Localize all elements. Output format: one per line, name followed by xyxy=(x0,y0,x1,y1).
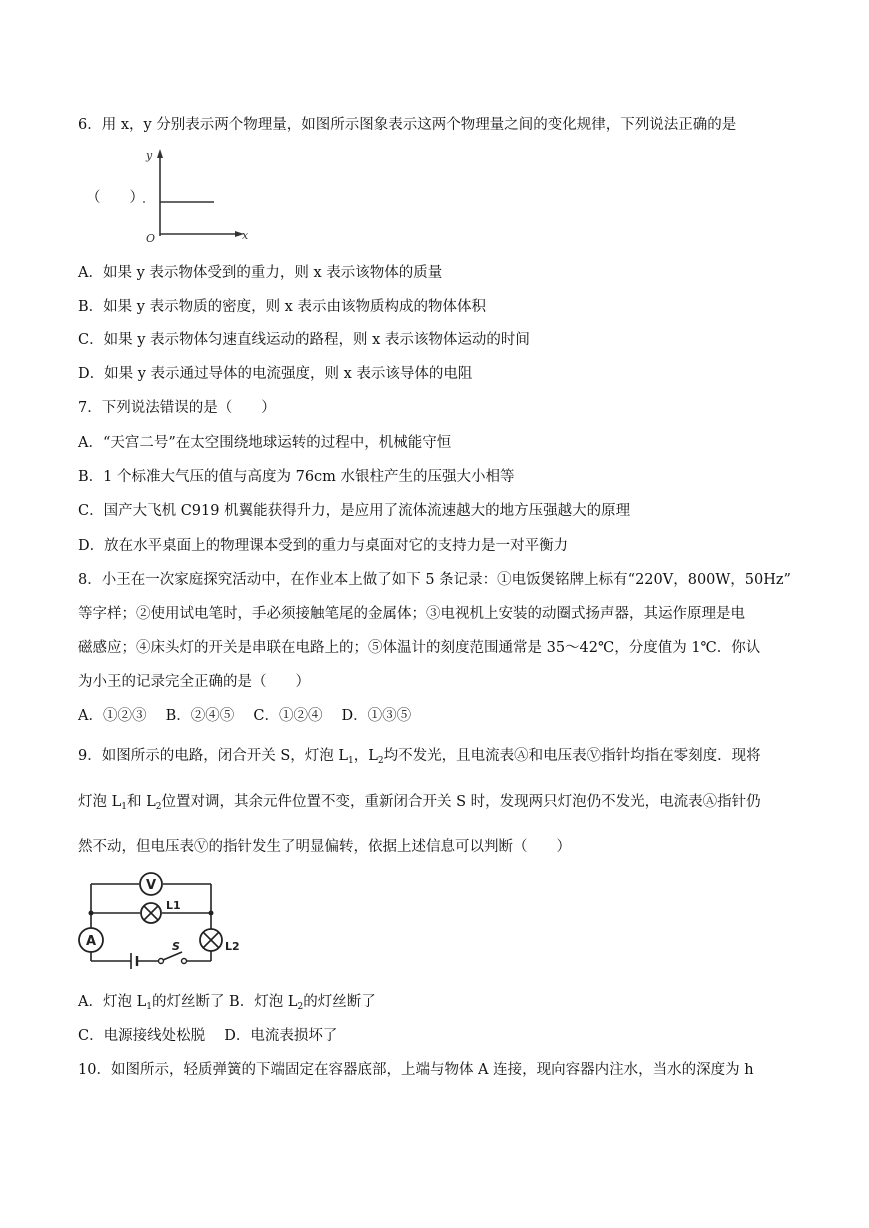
subscript-2: 2 xyxy=(297,1002,304,1012)
q9-option-cd: C．电源接线处松脱 D．电流表损坏了 xyxy=(78,1028,338,1044)
q9-optA-part-a: A．灯泡 L xyxy=(78,994,147,1010)
subscript-2: 2 xyxy=(377,756,384,766)
q10-stem: 10．如图所示，轻质弹簧的下端固定在容器底部，上端与物体 A 连接，现向容器内注水，当水的深度为 h xyxy=(78,1062,754,1078)
q6-stem: 6．用 x，y 分别表示两个物理量，如图所示图象表示这两个物理量之间的变化规律，下列说法正确的是 xyxy=(78,117,737,133)
lamp2-label: L2 xyxy=(225,940,240,953)
graph-x-label: x xyxy=(242,229,249,242)
q6-paren: （ ） xyxy=(86,190,144,206)
q9-line-2 xyxy=(78,790,761,811)
voltmeter-label: V xyxy=(145,878,157,893)
q9-line1-part-c: 均不发光，且电流表Ⓐ和电压表Ⓥ指针均指在零刻度．现将 xyxy=(383,748,761,764)
q8-options: A．①②③ B．②④⑤ C．①②④ D．①③⑤ xyxy=(78,708,412,724)
q7-option-b: B．1 个标准大气压的值与高度为 76cm 水银柱产生的压强大小相等 xyxy=(78,469,515,485)
switch-label: S xyxy=(172,940,180,953)
lamp1-label: L1 xyxy=(166,899,181,912)
subscript-1: 1 xyxy=(121,802,127,812)
q8-line-4: 为小王的记录完全正确的是（ ） xyxy=(78,674,310,690)
q9-circuit-diagram xyxy=(74,868,254,978)
q9-line2-part-a: 灯泡 L xyxy=(78,794,122,810)
q6-option-d: D．如果 y 表示通过导体的电流强度，则 x 表示该导体的电阻 xyxy=(78,366,473,382)
q7-option-c: C．国产大飞机 C919 机翼能获得升力，是应用了流体流速越大的地方压强越大的原理 xyxy=(78,503,631,519)
ammeter-label: A xyxy=(85,934,97,949)
q9-optA-part-b: 的灯丝断了 B．灯泡 L xyxy=(151,994,298,1010)
q7-option-a: A．“天宫二号”在太空围绕地球运转的过程中，机械能守恒 xyxy=(78,435,452,451)
subscript-1: 1 xyxy=(146,1002,152,1012)
subscript-2: 2 xyxy=(155,802,162,812)
q8-line-1: 8．小王在一次家庭探究活动中，在作业本上做了如下 5 条记录：①电饭煲铭牌上标有“220V，800W，50Hz” xyxy=(78,572,791,588)
q9-line2-part-b: 和 L xyxy=(126,794,156,810)
q6-option-b: B．如果 y 表示物质的密度，则 x 表示由该物质构成的物体体积 xyxy=(78,299,486,315)
q7-option-d: D．放在水平桌面上的物理课本受到的重力与桌面对它的支持力是一对平衡力 xyxy=(78,538,569,554)
q9-line-1 xyxy=(78,744,761,765)
q9-line-3: 然不动，但电压表Ⓥ的指针发生了明显偏转，依据上述信息可以判断（ ） xyxy=(78,839,571,855)
q6-graph xyxy=(138,146,253,244)
q6-option-c: C．如果 y 表示物体匀速直线运动的路程，则 x 表示该物体运动的时间 xyxy=(78,332,530,348)
q8-line-3: 磁感应；④床头灯的开关是串联在电路上的；⑤体温计的刻度范围通常是 35～42℃，分度值为 1℃．你认 xyxy=(78,640,761,656)
q9-line1-part-b: ，L xyxy=(353,748,378,764)
graph-origin-label: O xyxy=(146,232,156,244)
graph-y-label: y xyxy=(146,149,153,162)
subscript-1: 1 xyxy=(348,756,354,766)
q9-line2-part-c: 位置对调，其余元件位置不变，重新闭合开关 S 时，发现两只灯泡仍不发光，电流表Ⓐ指针仍 xyxy=(161,794,761,810)
q9-option-ab xyxy=(78,990,376,1011)
q8-line-2: 等字样；②使用试电笔时，手必须接触笔尾的金属体；③电视机上安装的动圈式扬声器，其运作原理是电 xyxy=(78,606,745,622)
q6-option-a: A．如果 y 表示物体受到的重力，则 x 表示该物体的质量 xyxy=(78,265,443,281)
q7-stem: 7．下列说法错误的是（ ） xyxy=(78,400,276,416)
q9-line1-part-a: 9．如图所示的电路，闭合开关 S，灯泡 L xyxy=(78,748,349,764)
q9-optA-part-c: 的灯丝断了 xyxy=(303,994,376,1010)
